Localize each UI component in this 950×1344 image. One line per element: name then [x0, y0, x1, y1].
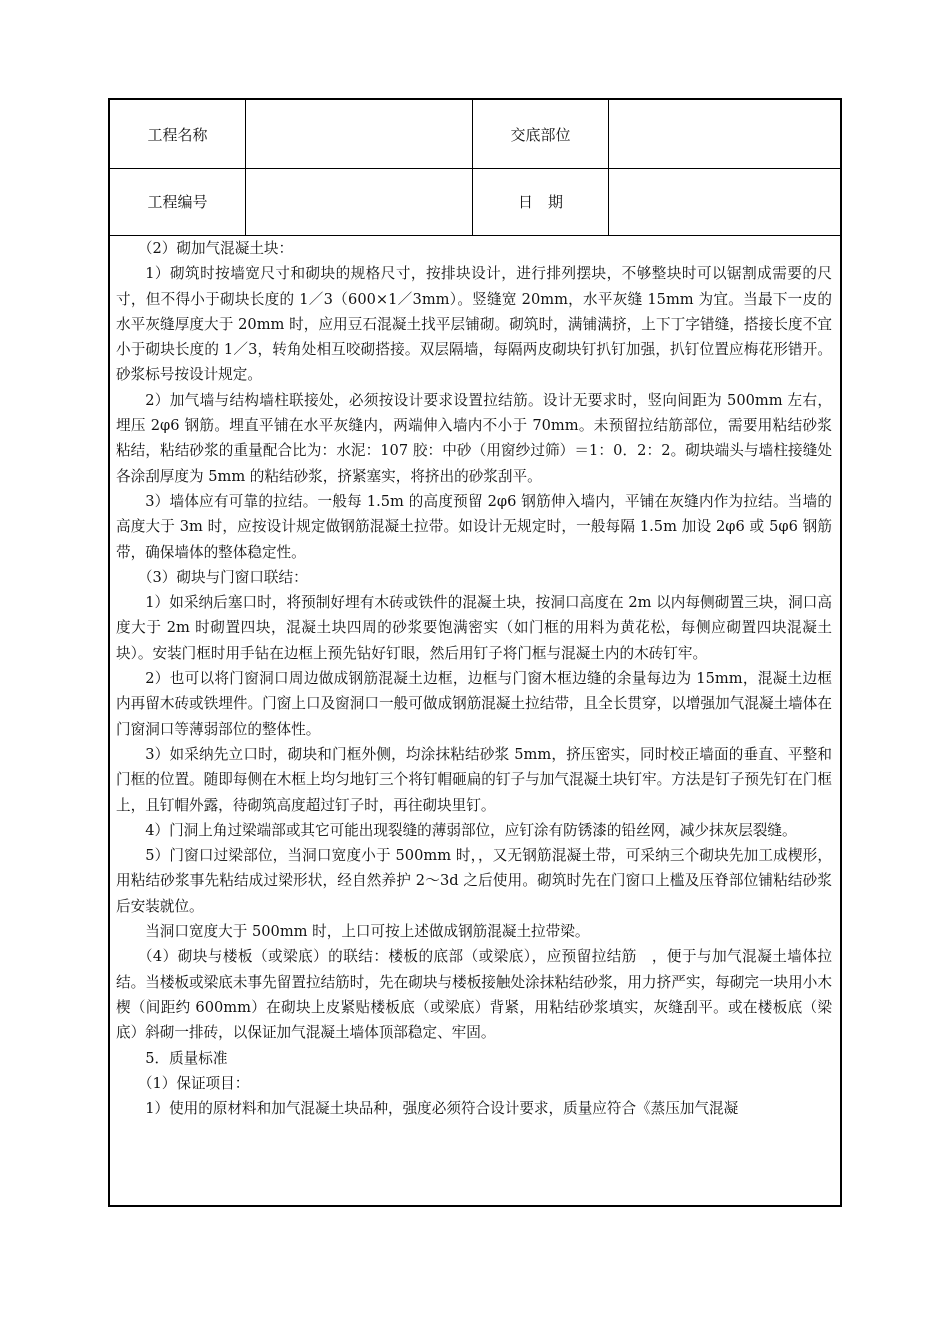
paragraph: 1）如采纳后塞口时，将预制好埋有木砖或铁件的混凝土块，按洞口高度在 2m 以内每侧砌置三块，洞口高度大于 2m 时砌置四块，混凝土块四周的砂浆要饱满密实（如门框的用料为黄花松，每侧应砌置四块混凝土块）。安装门框时用手钻在边框上预先钻好钉眼，然后用钉子将门框与混凝土内的木砖钉牢。 — [116, 594, 832, 662]
paragraph: 3）墙体应有可靠的拉结。一般每 1.5m 的高度预留 2φ6 钢筋伸入墙内，平铺在灰缝内作为拉结。当墙的高度大于 3m 时，应按设计规定做钢筋混凝土拉带。如设计无规定时，一般每隔 1.5m 加设 2φ6 或 5φ6 钢筋带，确保墙体的整体稳定性。 — [116, 492, 832, 561]
date-value — [609, 168, 840, 235]
paragraph: 3）如采纳先立口时，砌块和门框外侧，均涂抹粘结砂浆 5mm，挤压密实，同时校正墙面的垂直、平整和门框的位置。随即每侧在木框上均匀地钉三个将钉帽砸扁的钉子与加气混凝土块钉牢。方法是钉子预先钉在门框上，且钉帽外露，待砌筑高度超过钉子时，再往砌块里钉。 — [116, 745, 832, 814]
paragraph: 4）门洞上角过梁端部或其它可能出现裂缝的薄弱部位，应钉涂有防锈漆的铅丝网，减少抹灰层裂缝。 — [145, 821, 797, 839]
paragraph: 1）使用的原材料和加气混凝土块品种，强度必须符合设计要求，质量应符合《蒸压加气混凝 — [145, 1100, 739, 1118]
header-row-2 — [110, 168, 840, 236]
paragraph: 1）砌筑时按墙宽尺寸和砌块的规格尺寸，按排块设计，进行排列摆块，不够整块时可以锯割成需要的尺寸，但不得小于砌块长度的 1／3（600×1／3mm）。竖缝宽 20mm，水平灰缝 15mm 为宜。当最下一皮的水平灰缝厚度大于 20mm 时，应用豆石混凝土找平层铺砌。砌筑时，满铺满挤，上下丁字错缝，搭接长度不宜小于砌块长度的 1／3，转角处相互咬砌搭接。双层隔墙，每隔两皮砌块钉扒钉加强，扒钉位置应梅花形错开。砂浆标号按设计规定。 — [116, 265, 832, 384]
paragraph: （4）砌块与楼板（或梁底）的联结：楼板的底部（或梁底），应预留拉结筋 ，便于与加气混凝土墙体拉结。当楼板或梁底未事先留置拉结筋时，先在砌块与楼板接触处涂抹粘结砂浆，用力挤严实，每砌完一块用小木楔（间距约 600mm）在砌块上皮紧贴楼板底（或梁底）背紧，用粘结砂浆填实，灰缝刮平。或在楼板底（梁底）斜砌一排砖，以保证加气混凝土墙体顶部稳定、牢固。 — [116, 948, 832, 1042]
section-heading: （2）砌加气混凝土块： — [137, 240, 294, 257]
project-name-value — [246, 100, 473, 168]
section-heading: 5．质量标准 — [145, 1049, 228, 1067]
technical-handover-sheet — [108, 98, 842, 1207]
header-row-1 — [110, 100, 840, 169]
section-heading: （3）砌块与门窗口联结： — [137, 568, 308, 586]
project-number-label: 工程编号 — [110, 168, 246, 235]
date-label: 日 期 — [473, 168, 609, 235]
paragraph: 2）也可以将门窗洞口周边做成钢筋混凝土边框，边框与门窗木框边缝的余量每边为 15mm，混凝土边框内再留木砖或铁埋件。门窗上口及窗洞口一般可做成钢筋混凝土拉结带，且全长贯穿，以增强加气混凝土墙体在门窗洞口等薄弱部位的整体性。 — [116, 670, 832, 738]
project-name-label: 工程名称 — [110, 100, 246, 168]
paragraph: 当洞口宽度大于 500mm 时，上口可按上述做成钢筋混凝土拉带梁。 — [145, 923, 590, 941]
handover-part-label: 交底部位 — [473, 100, 609, 168]
section-heading: （1）保证项目： — [137, 1074, 250, 1092]
paragraph: 2）加气墙与结构墙柱联接处，必须按设计要求设置拉结筋。设计无要求时，竖向间距为 500mm 左右，埋压 2φ6 钢筋。埋直平铺在水平灰缝内，两端伸入墙内不小于 70mm。未预留拉结筋部位，需要用粘结砂浆粘结，粘结砂浆的重量配合比为：水泥：107 胶：中砂（用窗纱过筛）＝1：0．2：2。砌块端头与墙柱接缝处各涂刮厚度为 5mm 的粘结砂浆，挤紧塞实，将挤出的砂浆刮平。 — [116, 391, 832, 485]
handover-content — [110, 236, 840, 1121]
paragraph: 5）门窗口过梁部位，当洞口宽度小于 500mm 时，，又无钢筋混凝土带，可采纳三个砌块先加工成楔形，用粘结砂浆事先粘结成过梁形状，经自然养护 2～3d 之后使用。砌筑时先在门窗口上槛及压脊部位铺粘结砂浆后安装就位。 — [116, 847, 832, 915]
project-number-value — [246, 168, 473, 235]
handover-part-value — [609, 100, 840, 168]
